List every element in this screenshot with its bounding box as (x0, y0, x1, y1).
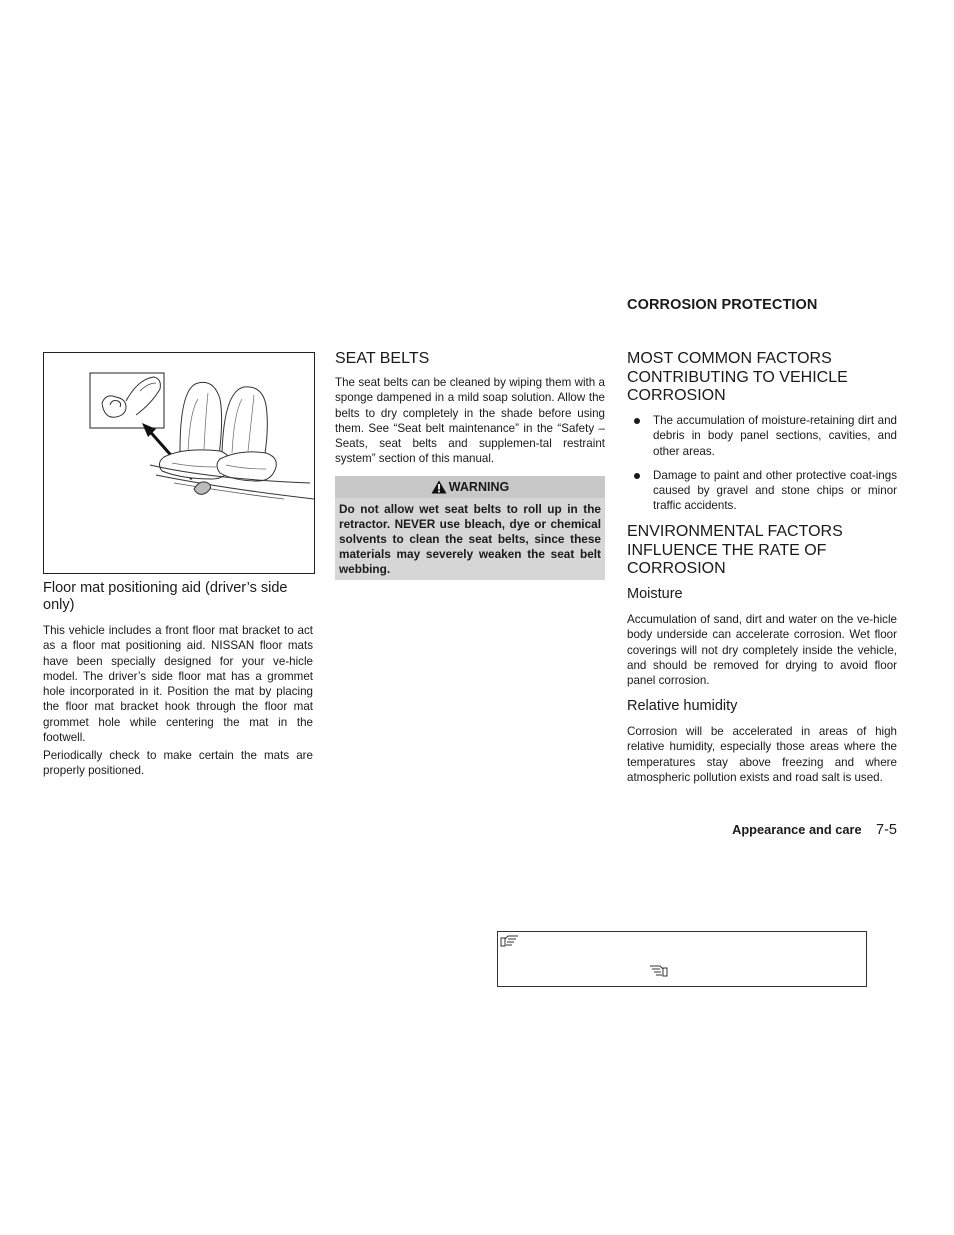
list-item: The accumulation of moisture-retaining dirt and debris in body panel sections, cavities, and other areas. (627, 413, 897, 459)
moisture-paragraph: Accumulation of sand, dirt and water on the ve-hicle body underside can accelerate corrosion. Wet floor coverings will not dry completely inside the vehicle, and should be removed for drying to avoid floor panel corrosion. (627, 613, 897, 688)
warning-header (335, 476, 605, 498)
figure-caption: Floor mat positioning aid (driver’s side only) (43, 580, 288, 613)
floor-mat-figure (43, 352, 315, 574)
warning-triangle-icon (431, 480, 447, 494)
pointing-hand-left-icon (648, 965, 668, 979)
environmental-factors-heading: ENVIRONMENTAL FACTORS INFLUENCE THE RATE OF CORROSION (627, 523, 843, 577)
seat-belts-paragraph: The seat belts can be cleaned by wiping them with a sponge dampened in a mild soap solution. Allow the belts to dry completely in the shade before using them. See “Seat belt maintenance” in the “Safety – Seats, seat belts and supplemen-tal restraint system” section of this manual. (335, 376, 605, 466)
humidity-paragraph: Corrosion will be accelerated in areas of high relative humidity, especially those areas where the temperatures stay above freezing and where atmospheric pollution exists and road salt is used. (627, 725, 897, 784)
bullet-icon (634, 473, 640, 479)
warning-text: Do not allow wet seat belts to roll up in the retractor. NEVER use bleach, dye or chemical solvents to clean the seat belts, since these materials may severely weaken the seat belt webbing. (339, 502, 601, 576)
seat-illustration (44, 353, 314, 573)
page-footer (600, 821, 897, 839)
warning-title: WARNING (448, 480, 510, 494)
list-item: Damage to paint and other protective coat-ings caused by gravel and stone chips or minor traffic accidents. (627, 468, 897, 514)
pointing-hand-right-icon (500, 934, 520, 948)
humidity-subheading: Relative humidity (627, 698, 738, 714)
bullet-icon (634, 418, 640, 424)
warning-box (335, 476, 605, 580)
section-title: CORROSION PROTECTION (627, 297, 818, 313)
note-box (497, 931, 867, 987)
floor-mat-paragraph: This vehicle includes a front floor mat bracket to act as a floor mat positioning aid. NISSAN floor mats have been specially designed for your ve-hicle model. The driver’s side floor mat has a grommet hole incorporated in it. Position the mat by placing the floor mat bracket hook through the floor mat grommet hole while centering the mat in the footwell. (43, 624, 313, 745)
mat-check-paragraph: Periodically check to make certain the mats are properly positioned. (43, 749, 313, 778)
factors-list (627, 413, 897, 523)
common-factors-heading: MOST COMMON FACTORS CONTRIBUTING TO VEHICLE CORROSION (627, 350, 848, 404)
seat-belts-heading: SEAT BELTS (335, 350, 430, 367)
footer-section-label: Appearance and care (732, 822, 862, 837)
page-number: 7-5 (876, 822, 897, 838)
moisture-subheading: Moisture (627, 586, 683, 602)
